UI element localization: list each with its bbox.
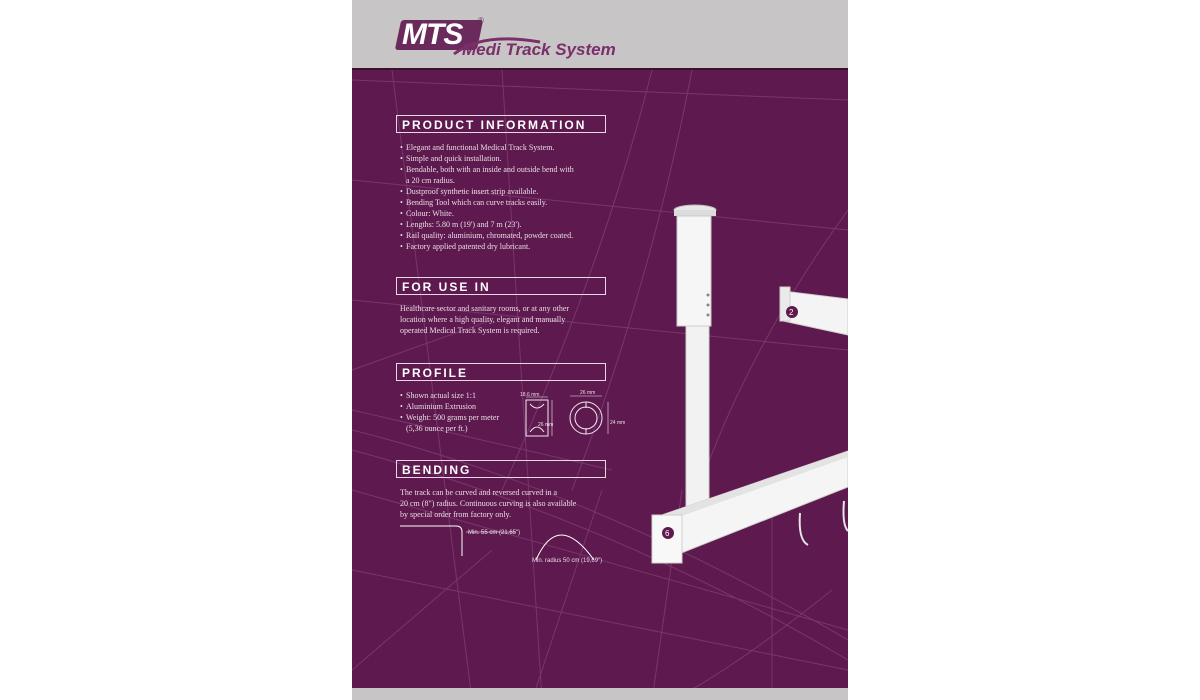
- profile-list: [400, 390, 520, 434]
- dim-label: 26 mm: [538, 422, 554, 428]
- for-use-in-text: [400, 303, 610, 336]
- logo-text: MTS: [402, 18, 463, 51]
- list-item: • Elegant and functional Medical Track System.: [400, 142, 610, 153]
- list-item: • Colour: White.: [400, 208, 610, 219]
- bending-heading: BENDING: [396, 460, 606, 478]
- text-line: by special order from factory only.: [400, 510, 511, 519]
- list-item: • Bendable, both with an inside and outside bend with: [400, 164, 610, 175]
- brochure-page: [352, 0, 848, 700]
- product-information-heading: PRODUCT INFORMATION: [396, 115, 606, 133]
- text-line: Healthcare sector and sanitary rooms, or at any other: [400, 304, 570, 313]
- callout-6: 6: [665, 529, 670, 538]
- dim-label: 26 mm: [580, 390, 596, 396]
- list-item: • Rail quality: aluminium, chromated, powder coated.: [400, 230, 610, 241]
- text-line: 20 cm (8") radius. Continuous curving is also available: [400, 499, 577, 508]
- list-item: • Aluminium Extrusion: [400, 401, 520, 412]
- bending-text: [400, 487, 610, 520]
- list-item: • Dustproof synthetic insert strip available.: [400, 186, 610, 197]
- logo-tagline: Medi Track System: [462, 40, 616, 59]
- list-item-continuation: a 20 cm radius.: [406, 176, 455, 185]
- list-item: • Factory applied patented dry lubricant.: [400, 241, 610, 252]
- bending-min-label: Min. 55 cm (21.65"): [468, 530, 521, 536]
- profile-cross-section-drawings: [518, 392, 618, 444]
- header-band: [352, 0, 848, 70]
- profile-heading: PROFILE: [396, 363, 606, 381]
- list-item: • Lengths: 5.80 m (19') and 7 m (23').: [400, 219, 610, 230]
- text-line: The track can be curved and reversed curved in a: [400, 488, 558, 497]
- list-item: • Weight: 500 grams per meter: [400, 412, 520, 423]
- list-item: • Bending Tool which can curve tracks easily.: [400, 197, 610, 208]
- list-item-continuation: (5,36 ounce per ft.): [406, 424, 468, 433]
- track-system-illustration: [648, 195, 848, 575]
- list-item: • Shown actual size 1:1: [400, 390, 520, 401]
- footer-strip: [352, 688, 848, 700]
- dim-label: 24 mm: [610, 420, 626, 426]
- text-line: location where a high quality, elegant and manually: [400, 315, 566, 324]
- bending-radius-label: Min. radius 50 cm (19,69"): [532, 558, 603, 564]
- text-line: operated Medical Track System is required.: [400, 326, 540, 335]
- dim-label: 18.6 mm: [520, 392, 540, 398]
- registered-mark: ®: [478, 16, 484, 25]
- list-item: • Simple and quick installation.: [400, 153, 610, 164]
- product-information-list: [400, 142, 610, 252]
- for-use-in-heading: FOR USE IN: [396, 277, 606, 295]
- callout-2: 2: [789, 308, 794, 317]
